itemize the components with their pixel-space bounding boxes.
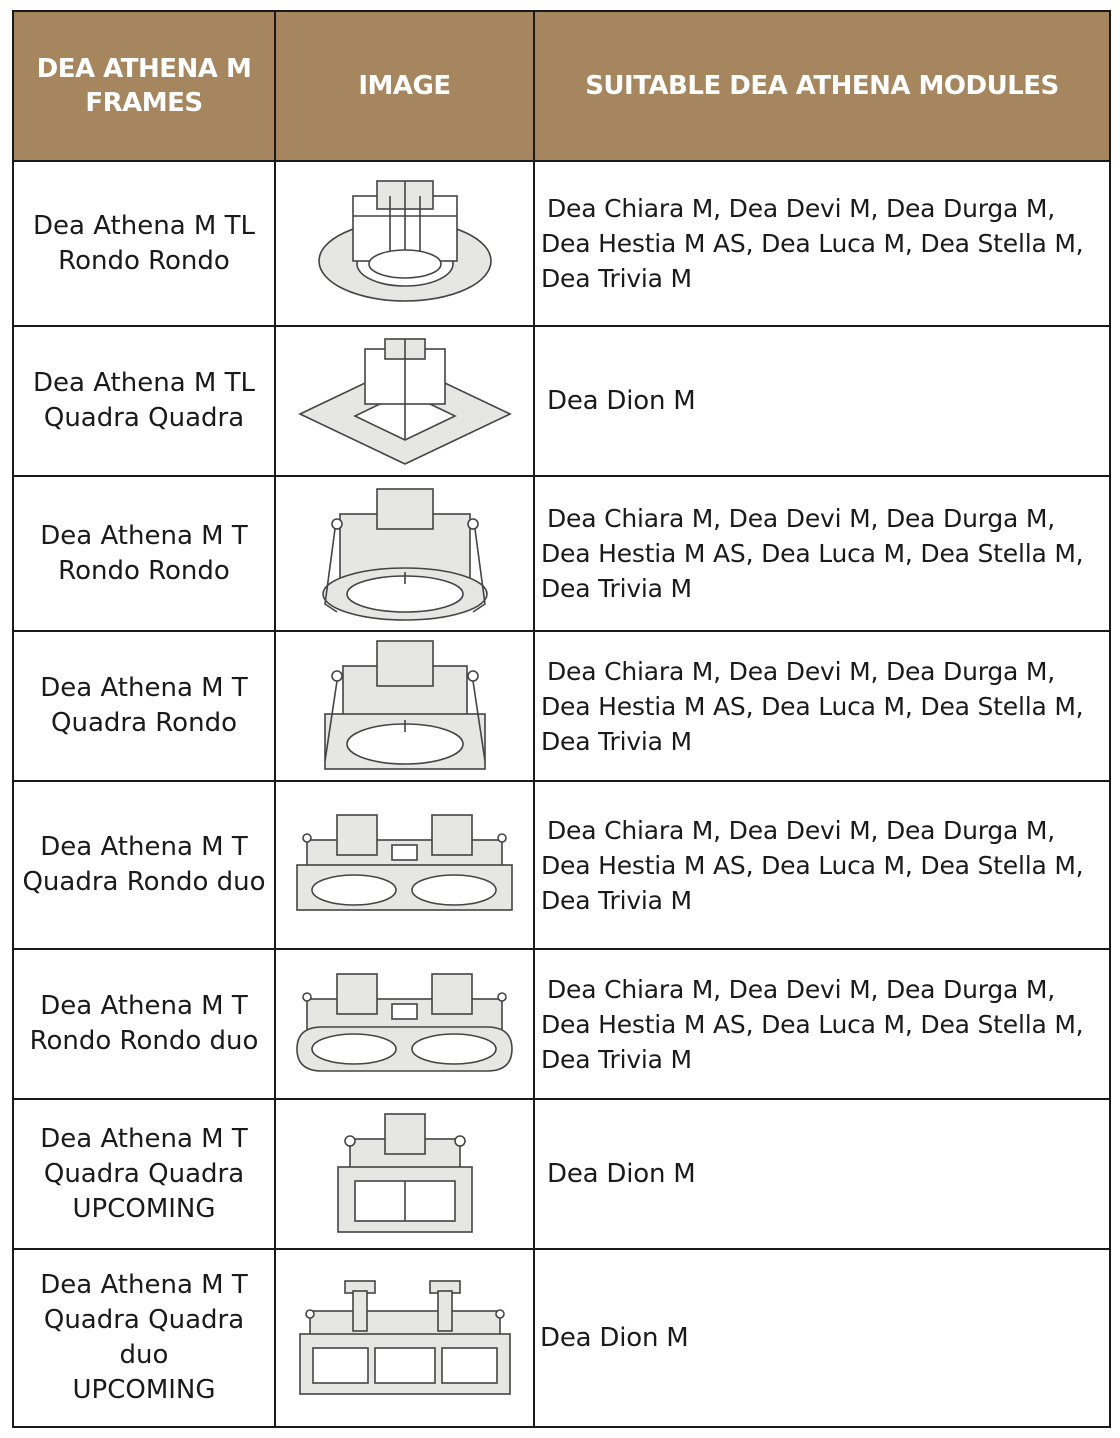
frame-name-line: Rondo Rondo duo — [29, 1026, 259, 1056]
round-trim-frame-drawing-icon — [315, 484, 495, 624]
modules-cell — [534, 161, 1110, 326]
frame-name-line: Quadra Rondo — [51, 708, 237, 738]
table-row — [13, 476, 1110, 631]
modules-line: Dea Dion M — [547, 385, 696, 416]
frame-name-line: Dea Athena M T — [40, 673, 248, 703]
image-cell — [275, 1099, 534, 1249]
modules-line: Dea Trivia M — [541, 264, 692, 293]
frame-name-line: Rondo Rondo — [58, 555, 230, 586]
frame-name-cell — [13, 476, 275, 631]
table-row — [13, 326, 1110, 476]
header-row — [13, 11, 1110, 161]
table-row — [13, 161, 1110, 326]
square-round-duo-frame-drawing-icon — [292, 810, 517, 920]
frame-name-cell — [13, 781, 275, 949]
image-cell — [275, 161, 534, 326]
modules-line: Dea Chiara M, Dea Devi M, Dea Durga M, — [547, 504, 1056, 533]
modules-cell — [534, 631, 1110, 781]
modules-cell — [534, 1249, 1110, 1427]
frame-name-line: Dea Athena M TL — [33, 368, 255, 398]
frame-name-line: Dea Athena M T — [40, 1270, 248, 1300]
modules-line: Dea Hestia M AS, Dea Luca M, Dea Stella M, — [541, 691, 1084, 721]
frame-name-line: Dea Athena M T — [40, 991, 248, 1021]
image-cell — [275, 631, 534, 781]
frame-name-cell — [13, 161, 275, 326]
modules-line: Dea Chiara M, Dea Devi M, Dea Durga M, — [547, 194, 1056, 223]
frame-name-cell — [13, 1099, 275, 1249]
header-modules: SUITABLE DEA ATHENA MODULES — [534, 11, 1110, 161]
square-square-duo-frame-drawing-icon — [295, 1276, 515, 1401]
frame-name-line: Rondo Rondo — [58, 245, 230, 276]
frame-name-cell — [13, 326, 275, 476]
frame-name-line: Quadra Quadra — [43, 1305, 245, 1335]
modules-cell — [534, 949, 1110, 1099]
table-row — [13, 1099, 1110, 1249]
modules-cell — [534, 476, 1110, 631]
modules-line: Dea Hestia M AS, Dea Luca M, Dea Stella M, — [541, 229, 1084, 258]
image-cell — [275, 326, 534, 476]
modules-line: Dea Trivia M — [541, 1044, 692, 1074]
frame-name-line: Quadra Quadra — [43, 1158, 245, 1189]
frame-name-line: Quadra Rondo duo — [22, 867, 266, 897]
modules-line: Dea Trivia M — [541, 726, 692, 756]
square-square-frame-drawing-icon — [330, 1109, 480, 1239]
modules-line: Dea Hestia M AS, Dea Luca M, Dea Stella M, — [541, 539, 1084, 568]
square-trimless-frame-drawing-icon — [295, 334, 515, 469]
frame-name-line: UPCOMING — [72, 1193, 216, 1224]
frame-name-line: UPCOMING — [72, 1375, 216, 1405]
modules-line: Dea Dion M — [547, 1158, 696, 1189]
frame-name-line: Dea Athena M TL — [33, 210, 255, 241]
header-frames — [13, 11, 275, 161]
square-round-trim-frame-drawing-icon — [315, 636, 495, 776]
modules-line: Dea Chiara M, Dea Devi M, Dea Durga M, — [547, 815, 1056, 845]
image-cell — [275, 949, 534, 1099]
modules-cell — [534, 326, 1110, 476]
image-cell — [275, 1249, 534, 1427]
image-cell — [275, 781, 534, 949]
modules-line: Dea Dion M — [540, 1322, 689, 1353]
frame-name-line: duo — [119, 1340, 169, 1370]
frame-name-cell — [13, 1249, 275, 1427]
table-row — [13, 1249, 1110, 1427]
frame-name-line: Quadra Quadra — [43, 403, 245, 433]
modules-cell — [534, 781, 1110, 949]
round-trimless-frame-drawing-icon — [315, 176, 495, 311]
header-frames-line1: DEA ATHENA M — [36, 54, 252, 84]
header-image: IMAGE — [275, 11, 534, 161]
table-row — [13, 781, 1110, 949]
round-round-duo-frame-drawing-icon — [292, 969, 517, 1079]
modules-line: Dea Trivia M — [541, 885, 692, 915]
modules-line: Dea Chiara M, Dea Devi M, Dea Durga M, — [547, 656, 1056, 686]
modules-cell — [534, 1099, 1110, 1249]
frame-name-line: Dea Athena M T — [40, 832, 248, 862]
modules-line: Dea Hestia M AS, Dea Luca M, Dea Stella M, — [541, 850, 1084, 880]
table-row — [13, 631, 1110, 781]
image-cell — [275, 476, 534, 631]
modules-line: Dea Chiara M, Dea Devi M, Dea Durga M, — [547, 974, 1056, 1004]
frame-name-cell — [13, 631, 275, 781]
frame-name-cell — [13, 949, 275, 1099]
frame-name-line: Dea Athena M T — [40, 520, 248, 551]
modules-line: Dea Trivia M — [541, 574, 692, 603]
modules-line: Dea Hestia M AS, Dea Luca M, Dea Stella M, — [541, 1009, 1084, 1039]
header-frames-line2: FRAMES — [85, 88, 203, 118]
frame-name-line: Dea Athena M T — [40, 1123, 248, 1154]
table-row — [13, 949, 1110, 1099]
frames-table — [12, 10, 1111, 1428]
